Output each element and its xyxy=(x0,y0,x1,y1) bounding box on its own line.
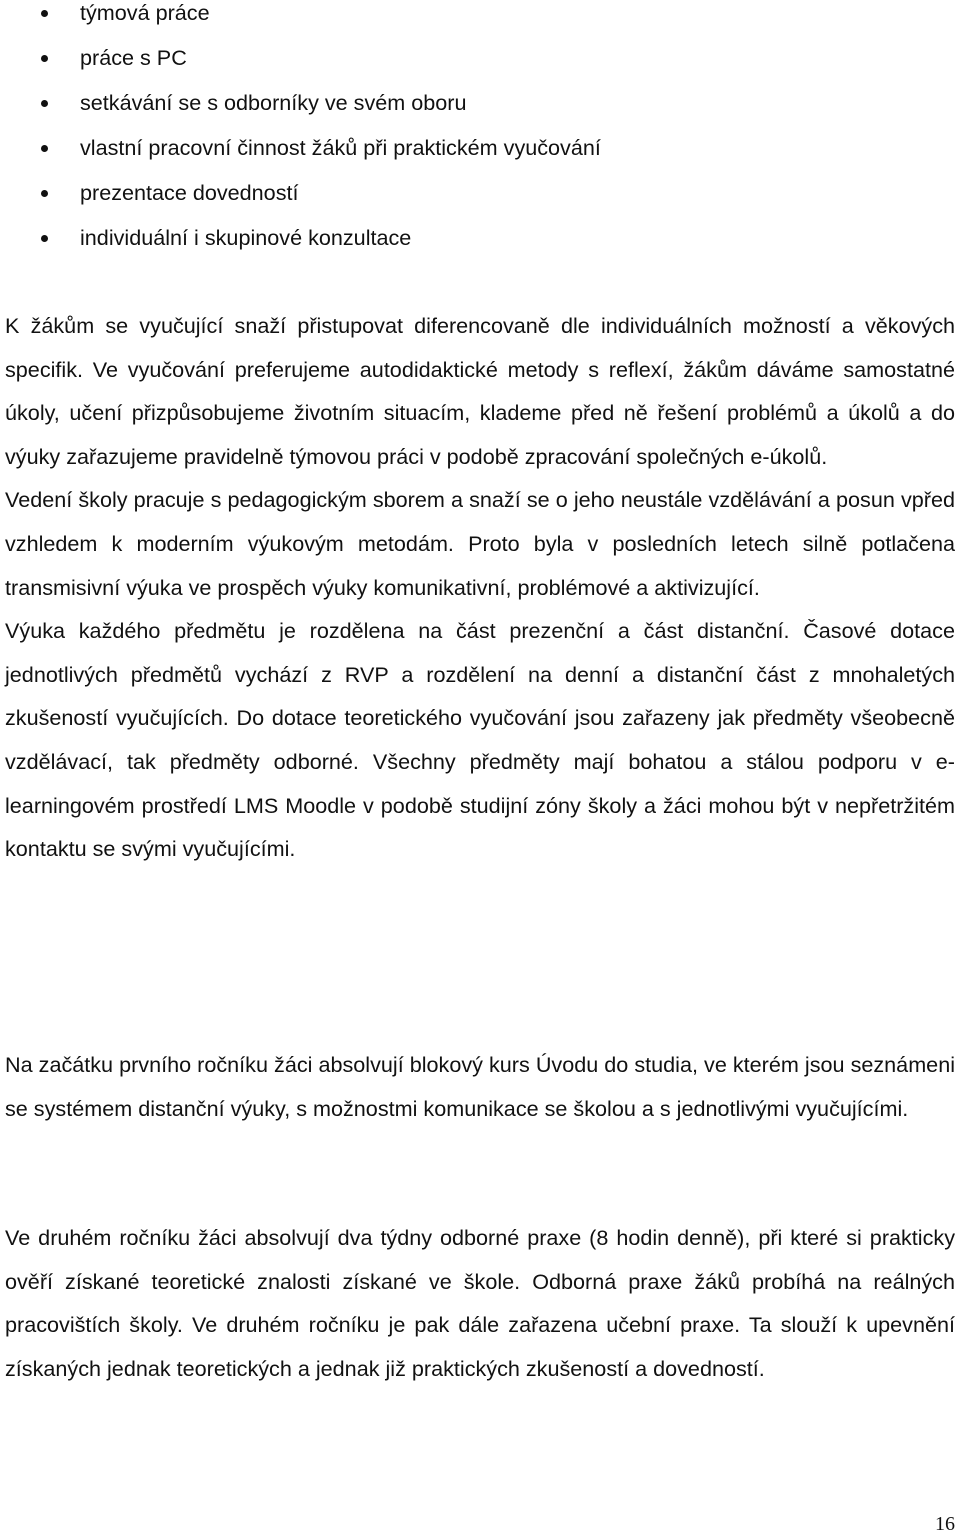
bullet-icon xyxy=(41,100,48,107)
list-item xyxy=(0,0,960,45)
list-item-text: individuální i skupinové konzultace xyxy=(80,225,412,250)
paragraph-first-year: Na začátku prvního ročníku žáci absolvují blokový kurs Úvodu do studia, ve kterém jsou seznámeni se systémem distanční výuky, s možnostmi komunikace se školou a s jednotlivými vyučujícími. xyxy=(5,1052,955,1121)
paragraph-second-year: Ve druhém ročníku žáci absolvují dva týdny odborné praxe (8 hodin denně), při které si prakticky ověří získané teoretické znalosti získané ve škole. Odborná praxe žáků probíhá na reálných pracovištích školy. Ve druhém ročníku je pak dále zařazena učební praxe. Ta slouží k upevnění získaných jednak teoretických a jednak již praktických zkušeností a dovedností. xyxy=(5,1225,955,1381)
list-item xyxy=(0,180,960,225)
list-item-text: týmová práce xyxy=(80,0,210,25)
list-item xyxy=(0,225,960,270)
paragraph-individual-approach: K žákům se vyučující snaží přistupovat diferencovaně dle individuálních možností a věkových specifik. Ve vyučování preferujeme autodidaktické metody s reflexí, žákům dáváme samostatné úkoly, učení přizpůsobujeme životním situacím, klademe před ně řešení problémů a úkolů a do výuky zařazujeme pravidelně týmovou práci v podobě zpracování společných e-úkolů. xyxy=(5,313,955,469)
text-block-methods xyxy=(5,304,955,871)
page-number: 16 xyxy=(935,1513,955,1535)
bullet-icon xyxy=(41,145,48,152)
bullet-icon xyxy=(41,10,48,17)
text-block-second-year xyxy=(5,1216,955,1390)
text-block-first-year xyxy=(5,1043,955,1130)
bullet-list xyxy=(0,0,960,270)
list-item-text: vlastní pracovní činnost žáků při praktickém vyučování xyxy=(80,135,601,160)
list-item xyxy=(0,90,960,135)
list-item-text: prezentace dovedností xyxy=(80,180,299,205)
paragraph-school-management: Vedení školy pracuje s pedagogickým sborem a snaží se o jeho neustále vzdělávání a posun vpřed vzhledem k moderním výukovým metodám. Proto byla v posledních letech silně potlačena transmisivní výuka ve prospěch výuky komunikativní, problémové a aktivizující. xyxy=(5,487,955,600)
bullet-icon xyxy=(41,235,48,242)
list-item-text: setkávání se s odborníky ve svém oboru xyxy=(80,90,467,115)
paragraph-teaching-structure: Výuka každého předmětu je rozdělena na část prezenční a část distanční. Časové dotace jednotlivých předmětů vychází z RVP a rozdělení na denní a distanční část z mnohaletých zkušeností vyučujících. Do dotace teoretického vyučování jsou zařazeny jak předměty všeobecně vzdělávací, tak předměty odborné. Všechny předměty mají bohatou a stálou podporu v e-learningovém prostředí LMS Moodle v podobě studijní zóny školy a žáci mohou být v nepřetržitém kontaktu se svými vyučujícími. xyxy=(5,618,955,862)
list-item xyxy=(0,135,960,180)
list-item xyxy=(0,45,960,90)
bullet-icon xyxy=(41,55,48,62)
list-item-text: práce s PC xyxy=(80,45,187,70)
bullet-icon xyxy=(41,190,48,197)
